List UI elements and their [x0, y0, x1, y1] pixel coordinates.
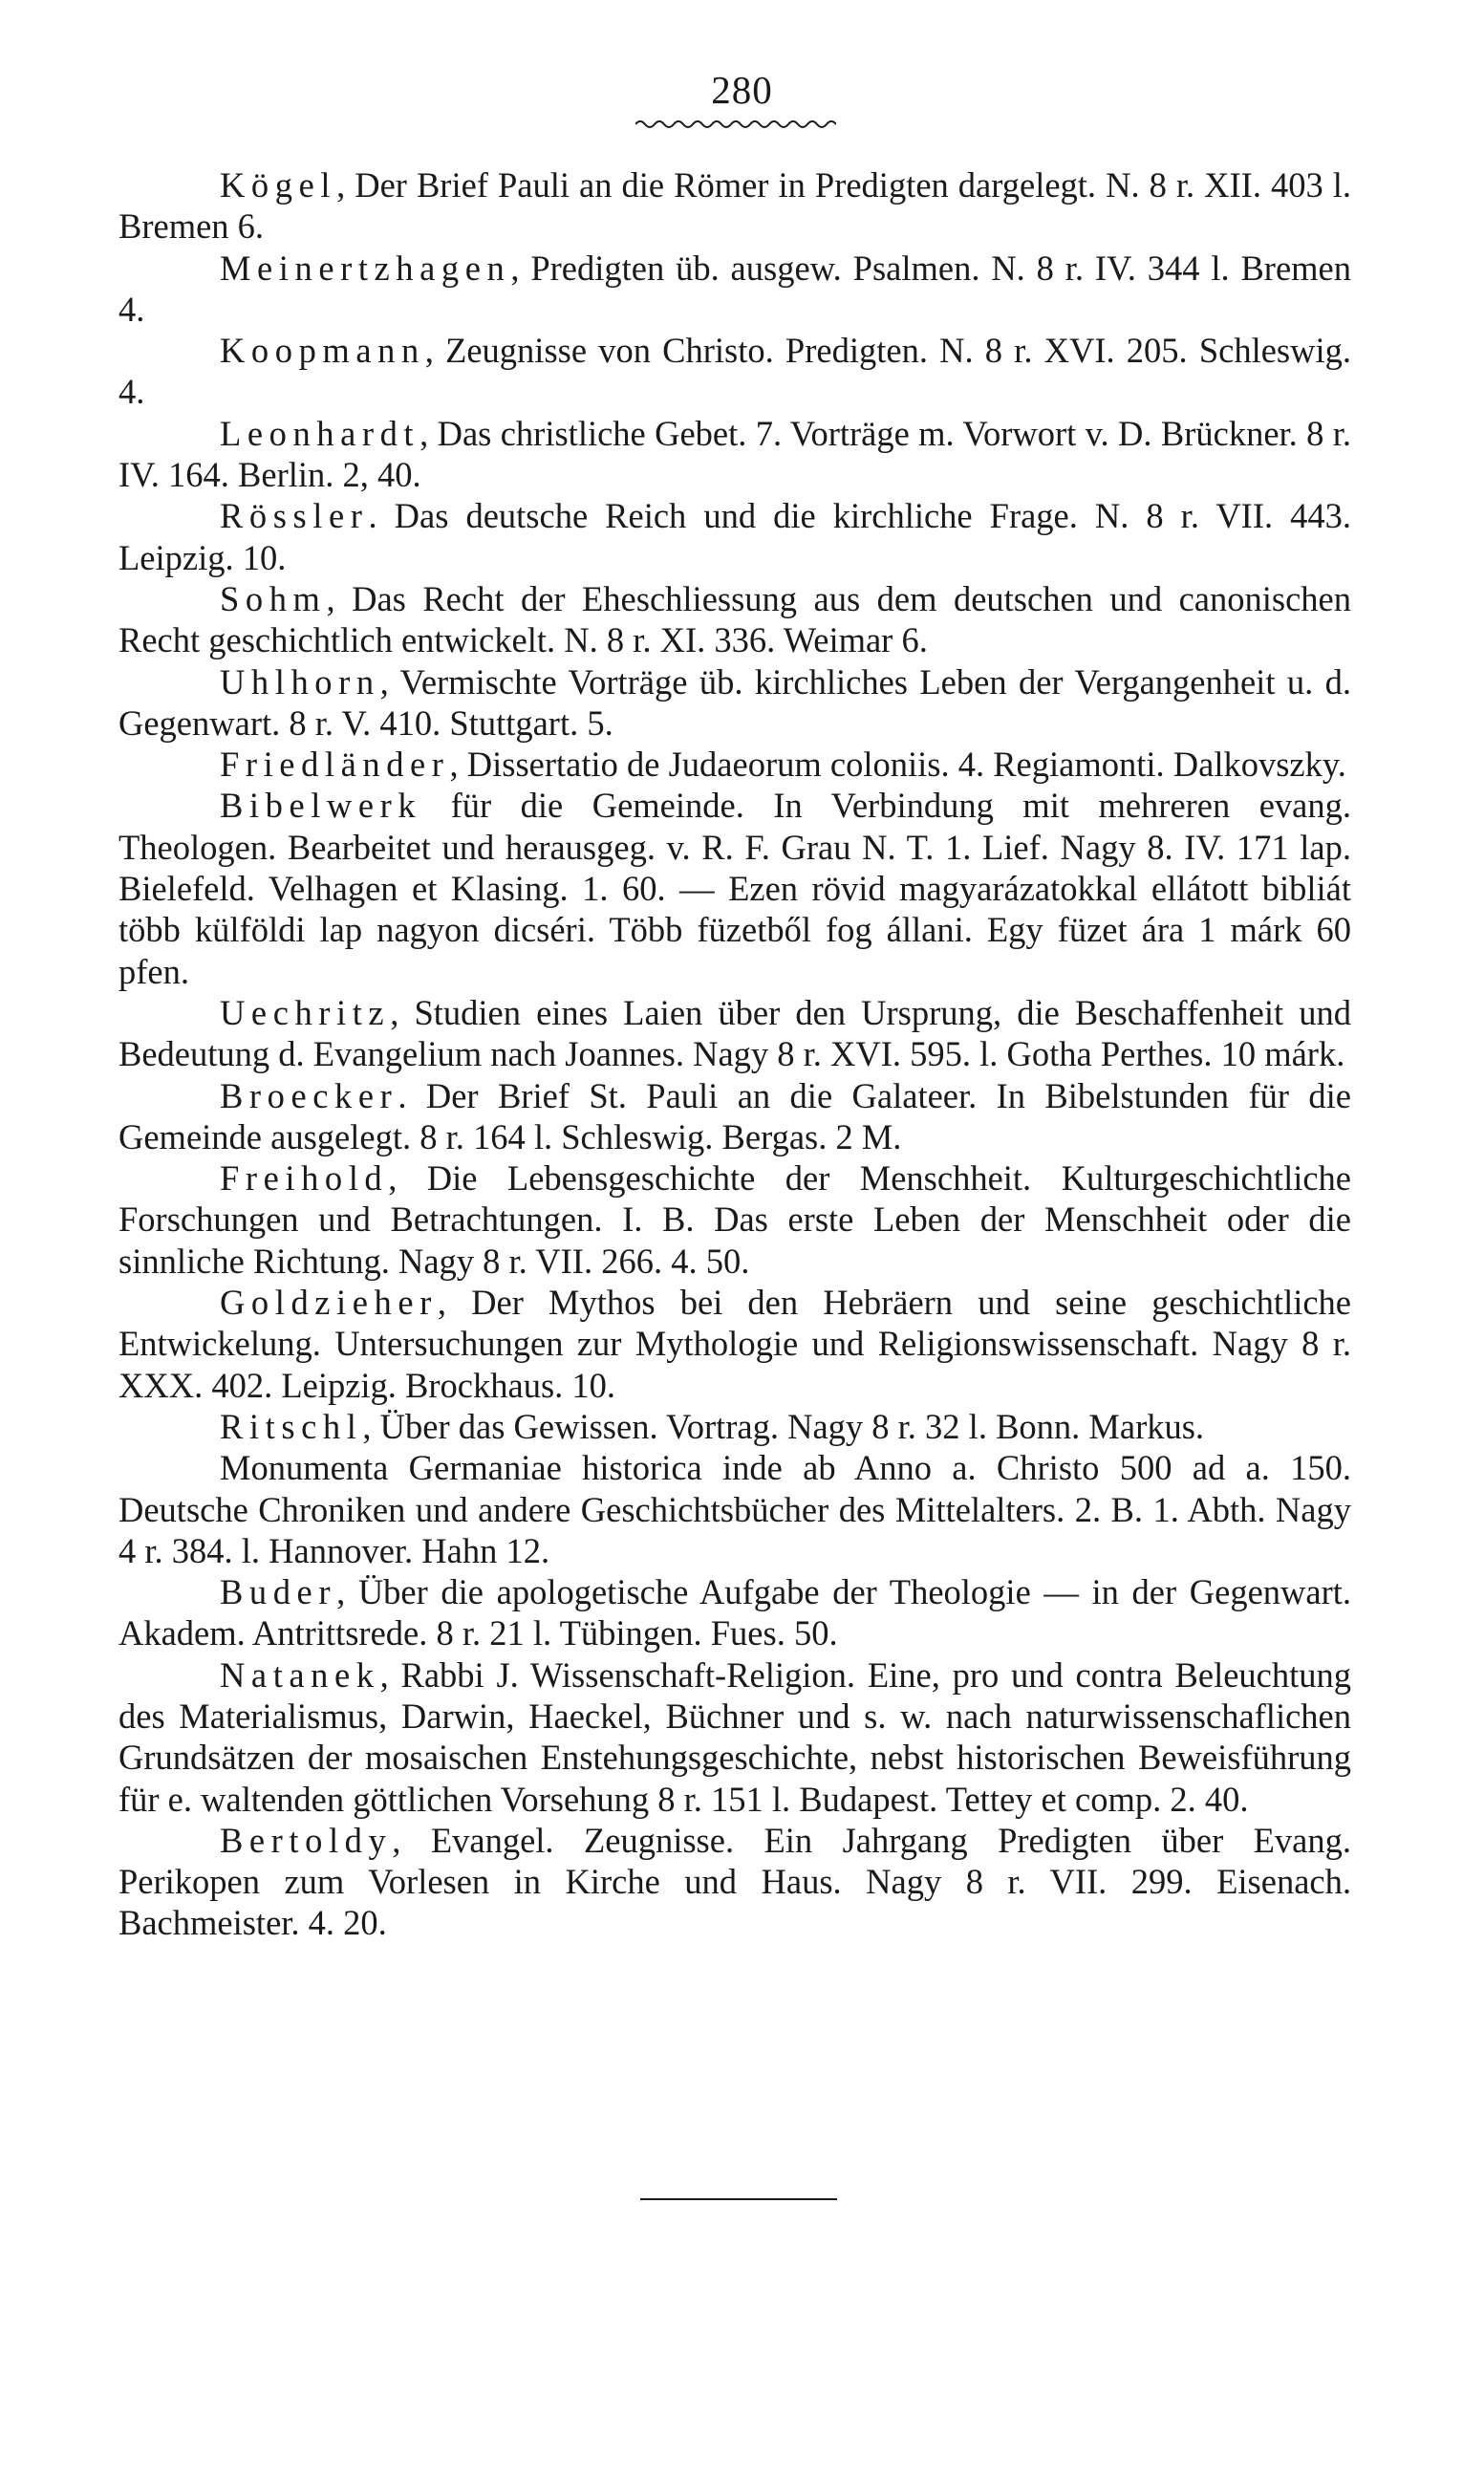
entry-author: Friedländer: [220, 745, 450, 785]
bibliography-entry: [118, 1820, 1351, 1944]
entry-separator: .: [368, 496, 395, 536]
entry-author: Kögel: [220, 165, 337, 205]
entry-text: Der Brief Pauli an die Römer in Predigten dargelegt. N. 8 r. XII. 403 l. Bremen 6.: [118, 165, 1352, 247]
bibliography-list: [118, 164, 1351, 1944]
entry-separator: ,: [379, 661, 400, 702]
bibliography-entry: [118, 661, 1351, 745]
bibliography-entry: [118, 578, 1351, 661]
entry-author: Buder: [220, 1572, 337, 1612]
entry-author: Broecker: [220, 1075, 398, 1115]
entry-text: Der Brief St. Pauli an die Galateer. In Bibelstunden für die Gemeinde ausgelegt. 8 r. 164 l. Schleswig. Bergas. 2 M.: [118, 1075, 1351, 1156]
entry-author: Ritschl: [220, 1406, 363, 1446]
bibliography-entry: [118, 744, 1351, 785]
bibliography-entry: [118, 1282, 1351, 1406]
entry-separator: ,: [388, 1158, 427, 1199]
entry-separator: ,: [510, 248, 531, 288]
entry-author: Bertoldy: [220, 1820, 393, 1860]
entry-text: Das Recht der Eheschliessung aus dem deutschen und canonischen Recht geschichtlich entwickelt. N. 8 r. XI. 336. Weimar 6.: [118, 578, 1352, 660]
entry-text: Zeugnisse von Christo. Predigten. N. 8 r. XVI. 205. Schleswig. 4.: [118, 331, 1351, 412]
bibliography-entry: [118, 1406, 1351, 1447]
entry-text: Evangel. Zeugnisse. Ein Jahrgang Predigten über Evang. Perikopen zum Vorlesen in Kirche und Haus. Nagy 8 r. VII. 299. Eisenach. Bachmeister. 4. 20.: [118, 1820, 1351, 1943]
entry-author: Goldzieher: [220, 1283, 438, 1323]
bibliography-entry: [118, 495, 1351, 578]
entry-separator: ,: [449, 745, 467, 785]
entry-author: Bibelwerk: [220, 786, 422, 826]
entry-author: Leonhardt: [220, 413, 420, 453]
entry-text: Rabbi J. Wissenschaft-Religion. Eine, pro und contra Beleuchtung des Materialismus, Darwin, Haeckel, Büchner und s. w. nach naturwissenschaflichen Grundsätzen der mosaischen Enstehungsgeschichte, nebst historischen Beweisführung für e. waltenden göttlichen Vorsehung 8 r. 151 l. Budapest. Tettey et comp. 2. 40.: [118, 1654, 1351, 1819]
entry-separator: ,: [437, 1283, 472, 1323]
entry-text: Über die apologetische Aufgabe der Theologie — in der Gegenwart. Akadem. Antrittsrede. 8 r. 21 l. Tübingen. Fues. 50.: [118, 1572, 1352, 1653]
entry-separator: [421, 786, 450, 825]
entry-author: Uechritz: [220, 992, 391, 1032]
bibliography-entry: [118, 1571, 1351, 1654]
entry-separator: ,: [419, 413, 438, 453]
entry-text: Predigten üb. ausgew. Psalmen. N. 8 r. IV. 344 l. Bremen 4.: [118, 248, 1351, 329]
entry-author: Natanek: [220, 1654, 380, 1695]
bibliography-entry: [118, 1447, 1351, 1571]
entry-separator: ,: [336, 165, 355, 205]
entry-text: Monumenta Germaniae historica inde ab Anno a. Christo 500 ad a. 150. Deutsche Chroniken und andere Geschichtsbücher des Mittelalters. 2. B. 1. Abth. Nagy 4 r. 384. l. Hannover. Hahn 12.: [118, 1448, 1351, 1570]
entry-text: Vermischte Vorträge üb. kirchliches Leben der Vergangenheit u. d. Gegenwart. 8 r. V. 410. Stuttgart. 5.: [118, 661, 1351, 743]
entry-author: Freihold: [220, 1158, 389, 1199]
entry-text: Der Mythos bei den Hebräern und seine geschichtliche Entwickelung. Untersuchungen zur Mythologie und Religionswissenschaft. Nagy 8 r. XXX. 402. Leipzig. Brockhaus. 10.: [118, 1283, 1352, 1405]
bibliography-entry: [118, 413, 1351, 496]
end-rule: [640, 2198, 837, 2200]
entry-text: Dissertatio de Judaeorum coloniis. 4. Regiamonti. Dalkovszky.: [466, 745, 1346, 785]
entry-separator: .: [398, 1075, 426, 1115]
entry-separator: ,: [424, 331, 446, 371]
entry-separator: ,: [379, 1654, 401, 1695]
entry-author: Sohm: [220, 578, 327, 618]
entry-separator: ,: [392, 1820, 431, 1860]
bibliography-entry: [118, 1654, 1351, 1820]
bibliography-entry: [118, 330, 1351, 413]
entry-author: Uhlhorn: [220, 661, 380, 702]
entry-separator: ,: [326, 578, 353, 618]
entry-text: Das christliche Gebet. 7. Vorträge m. Vorwort v. D. Brückner. 8 r. IV. 164. Berlin. 2, 40.: [118, 413, 1352, 495]
wavy-ornament: [635, 117, 836, 132]
bibliography-entry: [118, 1075, 1351, 1158]
bibliography-entry: [118, 1157, 1351, 1282]
page-number: 280: [711, 68, 773, 112]
entry-author: Rössler: [220, 496, 369, 536]
entry-author: Koopmann: [220, 331, 425, 371]
bibliography-entry: [118, 785, 1351, 991]
entry-text: Das deutsche Reich und die kirchliche Frage. N. 8 r. VII. 443. Leipzig. 10.: [118, 496, 1352, 577]
entry-separator: ,: [336, 1572, 358, 1612]
entry-text: Über das Gewissen. Vortrag. Nagy 8 r. 32 l. Bonn. Markus.: [379, 1406, 1205, 1446]
entry-author: Meinertzhagen: [220, 248, 511, 288]
bibliography-entry: [118, 248, 1351, 331]
bibliography-entry: [118, 992, 1351, 1075]
entry-text: Die Lebensgeschichte der Menschheit. Kulturgeschichtliche Forschungen und Betrachtungen. I. B. Das erste Leben der Menschheit oder die sinnliche Richtung. Nagy 8 r. VII. 266. 4. 50.: [118, 1158, 1352, 1281]
bibliography-entry: [118, 164, 1351, 248]
entry-text: Studien eines Laien über den Ursprung, die Beschaffenheit und Bedeutung d. Evangelium nach Joannes. Nagy 8 r. XVI. 595. l. Gotha Perthes. 10 márk.: [118, 992, 1352, 1074]
entry-text: für die Gemeinde. In Verbindung mit mehreren evang. Theologen. Bearbeitet und herausgeg. v. R. F. Grau N. T. 1. Lief. Nagy 8. IV. 171 lap. Bielefeld. Velhagen et Klasing. 1. 60. — Ezen rövid magyarázatokkal ellátott bibliát több külföldi lap nagyon dicséri. Több füzetből fog állani. Egy füzet ára 1 márk 60 pfen.: [118, 786, 1351, 991]
entry-separator: ,: [390, 992, 415, 1032]
entry-separator: ,: [362, 1406, 380, 1446]
